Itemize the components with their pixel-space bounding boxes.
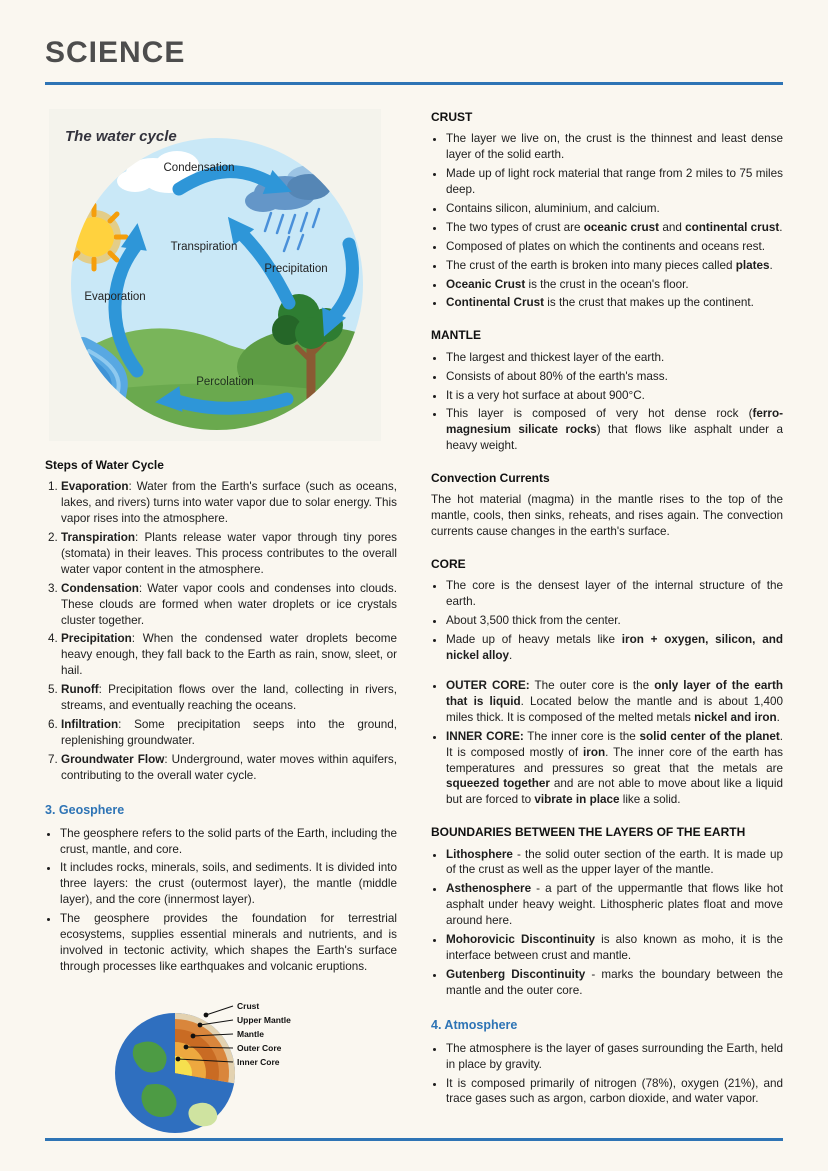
list-item: • The atmosphere is the layer of gases surrounding the Earth, held in place by gravity. <box>446 1041 783 1073</box>
condensation-label: Condensation <box>163 162 235 174</box>
list-item: 2. Transpiration: Plants release water vapor through tiny pores (stomata) in their leaves. This process contributes to the overall water vapor content in the atmosphere. <box>61 530 397 578</box>
list-item: • Contains silicon, aluminium, and calcium. <box>446 201 783 217</box>
steps-heading: Steps of Water Cycle <box>45 458 164 472</box>
geosphere-heading: 3. Geosphere <box>45 802 125 817</box>
core-heading: CORE <box>431 557 466 572</box>
footer-rule <box>45 1138 783 1141</box>
inner-core-label: Inner Core <box>237 1056 280 1067</box>
list-item: • The geosphere refers to the solid parts of the Earth, including the crust, mantle, and core. <box>60 826 397 858</box>
list-item: 7. Groundwater Flow: Underground, water moves within aquifers, contributing to the overall water cycle. <box>61 752 397 784</box>
list-item: • Gutenberg Discontinuity - marks the boundary between the mantle and the outer core. <box>446 967 783 999</box>
list-item: • This layer is composed of very hot dense rock (ferro-magnesium silicate rocks) that flows like asphalt under a heavy weight. <box>446 406 783 454</box>
precipitation-label: Precipitation <box>264 263 328 275</box>
list-item: • INNER CORE: The inner core is the solid center of the planet. It is composed mostly of iron. The inner core of the earth has temperatures and pressures so great that the metals are squeezed together and are not able to move about like a liquid but are forced to vibrate in place like a solid. <box>446 729 783 809</box>
evaporation-label: Evaporation <box>84 291 146 303</box>
page-title: SCIENCE <box>45 36 186 69</box>
list-item: • About 3,500 thick from the center. <box>446 613 783 629</box>
core-sublist <box>431 678 783 808</box>
list-item: • Consists of about 80% of the earth's mass. <box>446 369 783 385</box>
right-column <box>431 109 783 1143</box>
boundaries-heading: BOUNDARIES BETWEEN THE LAYERS OF THE EARTH <box>431 825 746 840</box>
list-item: • OUTER CORE: The outer core is the only layer of the earth that is liquid. Located below the mantle and is about 1,400 miles thick. It is composed of the melted metals nickel and iron. <box>446 678 783 726</box>
list-item: • Composed of plates on which the continents and oceans rest. <box>446 239 783 255</box>
header-rule <box>45 82 783 85</box>
list-item: • The two types of crust are oceanic crust and continental crust. <box>446 220 783 236</box>
list-item: • Made up of light rock material that range from 2 miles to 75 miles deep. <box>446 166 783 198</box>
list-item: • Oceanic Crust is the crust in the ocean's floor. <box>446 277 783 293</box>
document-header <box>45 36 783 85</box>
mantle-list <box>431 350 783 454</box>
left-column <box>45 109 397 1143</box>
list-item: • The layer we live on, the crust is the thinnest and least dense layer of the solid earth. <box>446 131 783 163</box>
list-item: 5. Runoff: Precipitation flows over the land, collecting in rivers, streams, and eventually reaching the oceans. <box>61 682 397 714</box>
list-item: • It is composed primarily of nitrogen (78%), oxygen (21%), and trace gases such as argon, carbon dioxide, and water vapor. <box>446 1076 783 1108</box>
list-item: • It is a very hot surface at about 900°C. <box>446 388 783 404</box>
list-item: 3. Condensation: Water vapor cools and condenses into clouds. These clouds are formed when water droplets or ice crystals cluster together. <box>61 581 397 629</box>
boundaries-list <box>431 847 783 999</box>
list-item: • The core is the densest layer of the internal structure of the earth. <box>446 578 783 610</box>
earth-layers-illustration <box>107 985 322 1143</box>
list-item: • Made up of heavy metals like iron + oxygen, silicon, and nickel alloy. <box>446 632 783 664</box>
percolation-label: Percolation <box>196 376 254 388</box>
transpiration-label: Transpiration <box>170 241 238 253</box>
list-item: 1. Evaporation: Water from the Earth's surface (such as oceans, lakes, and rivers) turns into water vapor due to solar energy. This vapor rises into the atmosphere. <box>61 479 397 527</box>
earth-layers-figure <box>107 985 397 1143</box>
water-cycle-illustration <box>49 109 381 441</box>
list-item: • The largest and thickest layer of the earth. <box>446 350 783 366</box>
crust-heading: CRUST <box>431 110 473 124</box>
list-item: • Continental Crust is the crust that makes up the continent. <box>446 295 783 311</box>
atmosphere-list <box>431 1041 783 1108</box>
water-cycle-figure <box>49 109 381 441</box>
steps-list <box>45 479 397 783</box>
convection-heading: Convection Currents <box>431 471 550 486</box>
list-item: • Asthenosphere - a part of the uppermantle that flows like hot asphalt under heavy weight. Lithospheric plates float and move around here. <box>446 881 783 929</box>
water-cycle-title: The water cycle <box>65 128 177 145</box>
convection-paragraph: The hot material (magma) in the mantle rises to the top of the mantle, cools, then sinks, reheats, and rises again. The convection currents cause changes in the earth's surface. <box>431 493 783 539</box>
list-item: • Lithosphere - the solid outer section of the earth. It is made up of the crust as well as the upper layer of the mantle. <box>446 847 783 879</box>
mantle-heading: MANTLE <box>431 328 481 343</box>
geosphere-list <box>45 826 397 975</box>
mantle-label: Mantle <box>237 1028 264 1039</box>
upper-mantle-label: Upper Mantle <box>237 1014 291 1025</box>
list-item: 6. Infiltration: Some precipitation seeps into the ground, replenishing groundwater. <box>61 717 397 749</box>
list-item: • Mohorovicic Discontinuity is also known as moho, it is the interface between crust and mantle. <box>446 932 783 964</box>
list-item: • The crust of the earth is broken into many pieces called plates. <box>446 258 783 274</box>
list-item: • It includes rocks, minerals, soils, and sediments. It is divided into three layers: the crust (outermost layer), the mantle (middle layer), and the core (innermost layer). <box>60 860 397 908</box>
list-item: 4. Precipitation: When the condensed water droplets become heavy enough, they fall back to the Earth as rain, snow, sleet, or hail. <box>61 631 397 679</box>
two-column-layout <box>45 109 783 1143</box>
atmosphere-heading: 4. Atmosphere <box>431 1017 518 1032</box>
outer-core-label: Outer Core <box>237 1042 282 1053</box>
crust-list <box>431 131 783 311</box>
core-list <box>431 578 783 664</box>
crust-label: Crust <box>237 1000 260 1011</box>
list-item: • The geosphere provides the foundation for terrestrial ecosystems, supplies essential minerals and nutrients, and is involved in tectonic activity, which shapes the Earth's surface through processes like earthquakes and volcanic eruptions. <box>60 911 397 975</box>
